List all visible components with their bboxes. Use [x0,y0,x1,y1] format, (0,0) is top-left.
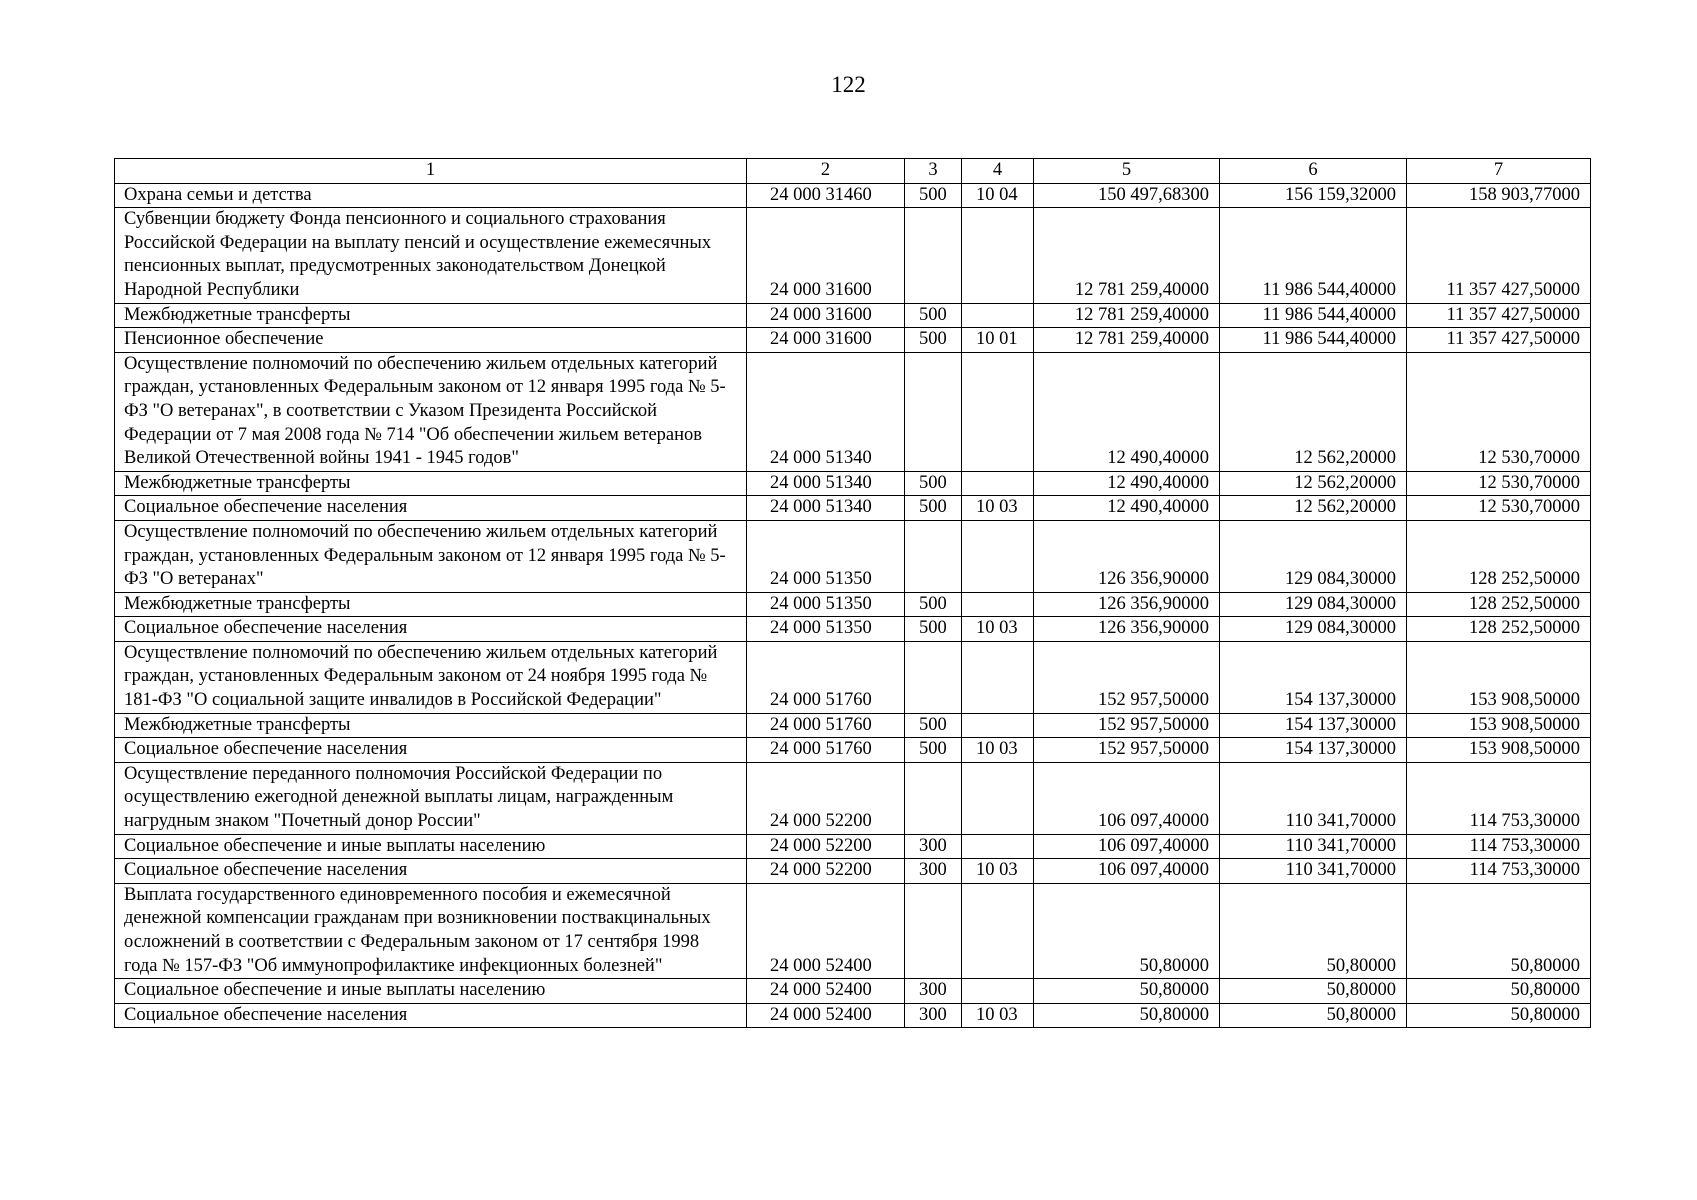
row-col4: 10 03 [962,496,1034,521]
row-code: 24 000 52400 [747,883,905,978]
row-col4 [962,520,1034,592]
row-col3: 500 [905,738,962,763]
row-name: Охрана семьи и детства [115,183,747,208]
row-value-7: 128 252,50000 [1407,617,1591,642]
row-value-6: 129 084,30000 [1220,520,1407,592]
table-row [115,1003,1591,1028]
table-row [115,762,1591,834]
row-code: 24 000 31460 [747,183,905,208]
row-value-5: 12 490,40000 [1034,496,1220,521]
header-cell: 1 [115,159,747,184]
row-col4 [962,303,1034,328]
table-row [115,183,1591,208]
row-name: Социальное обеспечение и иные выплаты населению [115,834,747,859]
row-name: Социальное обеспечение и иные выплаты населению [115,979,747,1004]
row-value-5: 106 097,40000 [1034,834,1220,859]
row-code: 24 000 52400 [747,1003,905,1028]
row-name: Межбюджетные трансферты [115,592,747,617]
row-code: 24 000 31600 [747,303,905,328]
row-value-5: 50,80000 [1034,1003,1220,1028]
row-value-5: 12 781 259,40000 [1034,208,1220,303]
row-name: Осуществление полномочий по обеспечению жильем отдельных категорий граждан, установленных Федеральным законом от 12 января 1995 года № 5-ФЗ "О ветеранах", в соответствии с Указом Президента Российской Федерации от 7 мая 2008 года № 714 "Об обеспечении жильем ветеранов Великой Отечественной войны 1941 - 1945 годов" [115,352,747,471]
row-col3: 500 [905,471,962,496]
row-value-6: 156 159,32000 [1220,183,1407,208]
row-col3 [905,883,962,978]
header-cell: 2 [747,159,905,184]
row-code: 24 000 51340 [747,352,905,471]
row-value-5: 126 356,90000 [1034,592,1220,617]
row-col4: 10 03 [962,738,1034,763]
row-code: 24 000 51760 [747,738,905,763]
row-col4: 10 04 [962,183,1034,208]
row-value-5: 106 097,40000 [1034,762,1220,834]
row-value-6: 50,80000 [1220,1003,1407,1028]
table-row [115,883,1591,978]
table-row [115,328,1591,353]
row-value-7: 114 753,30000 [1407,762,1591,834]
row-name: Осуществление полномочий по обеспечению жильем отдельных категорий граждан, установленных Федеральным законом от 24 ноября 1995 года № 181-ФЗ "О социальной защите инвалидов в Российской Федерации" [115,641,747,713]
row-code: 24 000 51350 [747,520,905,592]
row-col3: 500 [905,183,962,208]
row-name: Межбюджетные трансферты [115,303,747,328]
row-value-6: 110 341,70000 [1220,834,1407,859]
row-name: Социальное обеспечение населения [115,1003,747,1028]
row-col3: 500 [905,592,962,617]
row-code: 24 000 51340 [747,471,905,496]
row-col4 [962,979,1034,1004]
table-row [115,617,1591,642]
row-code: 24 000 51760 [747,641,905,713]
row-code: 24 000 51760 [747,713,905,738]
row-col3: 300 [905,834,962,859]
row-col4 [962,713,1034,738]
row-code: 24 000 31600 [747,208,905,303]
row-value-6: 11 986 544,40000 [1220,208,1407,303]
row-value-7: 153 908,50000 [1407,713,1591,738]
row-value-6: 50,80000 [1220,883,1407,978]
table-row [115,859,1591,884]
row-value-7: 153 908,50000 [1407,641,1591,713]
row-value-7: 128 252,50000 [1407,592,1591,617]
row-col3: 300 [905,1003,962,1028]
row-col3 [905,208,962,303]
row-col3: 500 [905,328,962,353]
row-value-7: 11 357 427,50000 [1407,303,1591,328]
row-value-5: 150 497,68300 [1034,183,1220,208]
row-code: 24 000 51350 [747,617,905,642]
row-col3 [905,352,962,471]
table-row [115,208,1591,303]
row-value-5: 12 781 259,40000 [1034,328,1220,353]
row-name: Социальное обеспечение населения [115,738,747,763]
table-row [115,738,1591,763]
row-name: Субвенции бюджету Фонда пенсионного и социального страхования Российской Федерации на выплату пенсий и осуществление ежемесячных пенсионных выплат, предусмотренных законодательством Донецкой Народной Республики [115,208,747,303]
table-row [115,520,1591,592]
row-value-7: 50,80000 [1407,979,1591,1004]
table-row [115,352,1591,471]
row-value-6: 110 341,70000 [1220,762,1407,834]
row-col3: 300 [905,859,962,884]
row-value-7: 12 530,70000 [1407,471,1591,496]
row-value-6: 110 341,70000 [1220,859,1407,884]
row-value-5: 12 490,40000 [1034,471,1220,496]
row-value-7: 12 530,70000 [1407,496,1591,521]
page-number: 122 [831,72,866,97]
row-value-5: 152 957,50000 [1034,641,1220,713]
row-value-7: 158 903,77000 [1407,183,1591,208]
row-value-6: 11 986 544,40000 [1220,303,1407,328]
row-value-5: 50,80000 [1034,883,1220,978]
row-value-7: 153 908,50000 [1407,738,1591,763]
row-value-6: 154 137,30000 [1220,738,1407,763]
row-col3: 500 [905,713,962,738]
row-col4: 10 03 [962,859,1034,884]
header-cell: 4 [962,159,1034,184]
header-cell: 3 [905,159,962,184]
row-col4: 10 01 [962,328,1034,353]
row-col4: 10 03 [962,1003,1034,1028]
row-code: 24 000 52200 [747,762,905,834]
row-value-7: 128 252,50000 [1407,520,1591,592]
row-name: Осуществление переданного полномочия Российской Федерации по осуществлению ежегодной денежной выплаты лицам, награжденным нагрудным знаком "Почетный донор России" [115,762,747,834]
row-col3: 300 [905,979,962,1004]
row-code: 24 000 52400 [747,979,905,1004]
row-code: 24 000 52200 [747,834,905,859]
row-col3 [905,641,962,713]
row-name: Выплата государственного единовременного пособия и ежемесячной денежной компенсации гражданам при возникновении поствакцинальных осложнений в соответствии с Федеральным законом от 17 сентября 1998 года № 157-ФЗ "Об иммунопрофилактике инфекционных болезней" [115,883,747,978]
row-value-5: 50,80000 [1034,979,1220,1004]
row-col3: 500 [905,617,962,642]
header-cell: 5 [1034,159,1220,184]
table-row [115,496,1591,521]
row-col4 [962,592,1034,617]
row-col4 [962,471,1034,496]
row-col4 [962,762,1034,834]
row-col4 [962,883,1034,978]
row-col3 [905,762,962,834]
row-col4 [962,208,1034,303]
row-value-6: 50,80000 [1220,979,1407,1004]
row-value-7: 12 530,70000 [1407,352,1591,471]
row-name: Социальное обеспечение населения [115,859,747,884]
row-col3: 500 [905,303,962,328]
row-value-6: 129 084,30000 [1220,617,1407,642]
row-value-6: 12 562,20000 [1220,471,1407,496]
row-value-6: 12 562,20000 [1220,352,1407,471]
row-name: Осуществление полномочий по обеспечению жильем отдельных категорий граждан, установленных Федеральным законом от 12 января 1995 года № 5-ФЗ "О ветеранах" [115,520,747,592]
row-value-5: 152 957,50000 [1034,713,1220,738]
row-value-5: 12 781 259,40000 [1034,303,1220,328]
row-value-7: 50,80000 [1407,883,1591,978]
table-row [115,979,1591,1004]
row-value-5: 12 490,40000 [1034,352,1220,471]
row-name: Пенсионное обеспечение [115,328,747,353]
row-name: Социальное обеспечение населения [115,617,747,642]
header-cell: 6 [1220,159,1407,184]
table-row [115,303,1591,328]
row-name: Межбюджетные трансферты [115,471,747,496]
table-row [115,592,1591,617]
row-value-7: 11 357 427,50000 [1407,328,1591,353]
row-value-5: 106 097,40000 [1034,859,1220,884]
row-col4 [962,352,1034,471]
row-value-6: 12 562,20000 [1220,496,1407,521]
row-col3 [905,520,962,592]
row-value-6: 154 137,30000 [1220,713,1407,738]
row-code: 24 000 51340 [747,496,905,521]
row-code: 24 000 52200 [747,859,905,884]
table-row [115,834,1591,859]
row-value-5: 126 356,90000 [1034,617,1220,642]
row-value-6: 11 986 544,40000 [1220,328,1407,353]
row-value-5: 152 957,50000 [1034,738,1220,763]
row-col4 [962,834,1034,859]
row-code: 24 000 51350 [747,592,905,617]
table-row [115,713,1591,738]
header-cell: 7 [1407,159,1591,184]
table-row [115,641,1591,713]
row-name: Межбюджетные трансферты [115,713,747,738]
row-value-6: 154 137,30000 [1220,641,1407,713]
row-value-5: 126 356,90000 [1034,520,1220,592]
row-col4 [962,641,1034,713]
row-value-7: 50,80000 [1407,1003,1591,1028]
row-col3: 500 [905,496,962,521]
row-value-7: 114 753,30000 [1407,859,1591,884]
row-value-7: 11 357 427,50000 [1407,208,1591,303]
row-value-7: 114 753,30000 [1407,834,1591,859]
row-value-6: 129 084,30000 [1220,592,1407,617]
row-col4: 10 03 [962,617,1034,642]
header-row [115,159,1591,184]
row-name: Социальное обеспечение населения [115,496,747,521]
table-row [115,471,1591,496]
row-code: 24 000 31600 [747,328,905,353]
budget-table [114,158,1591,1028]
